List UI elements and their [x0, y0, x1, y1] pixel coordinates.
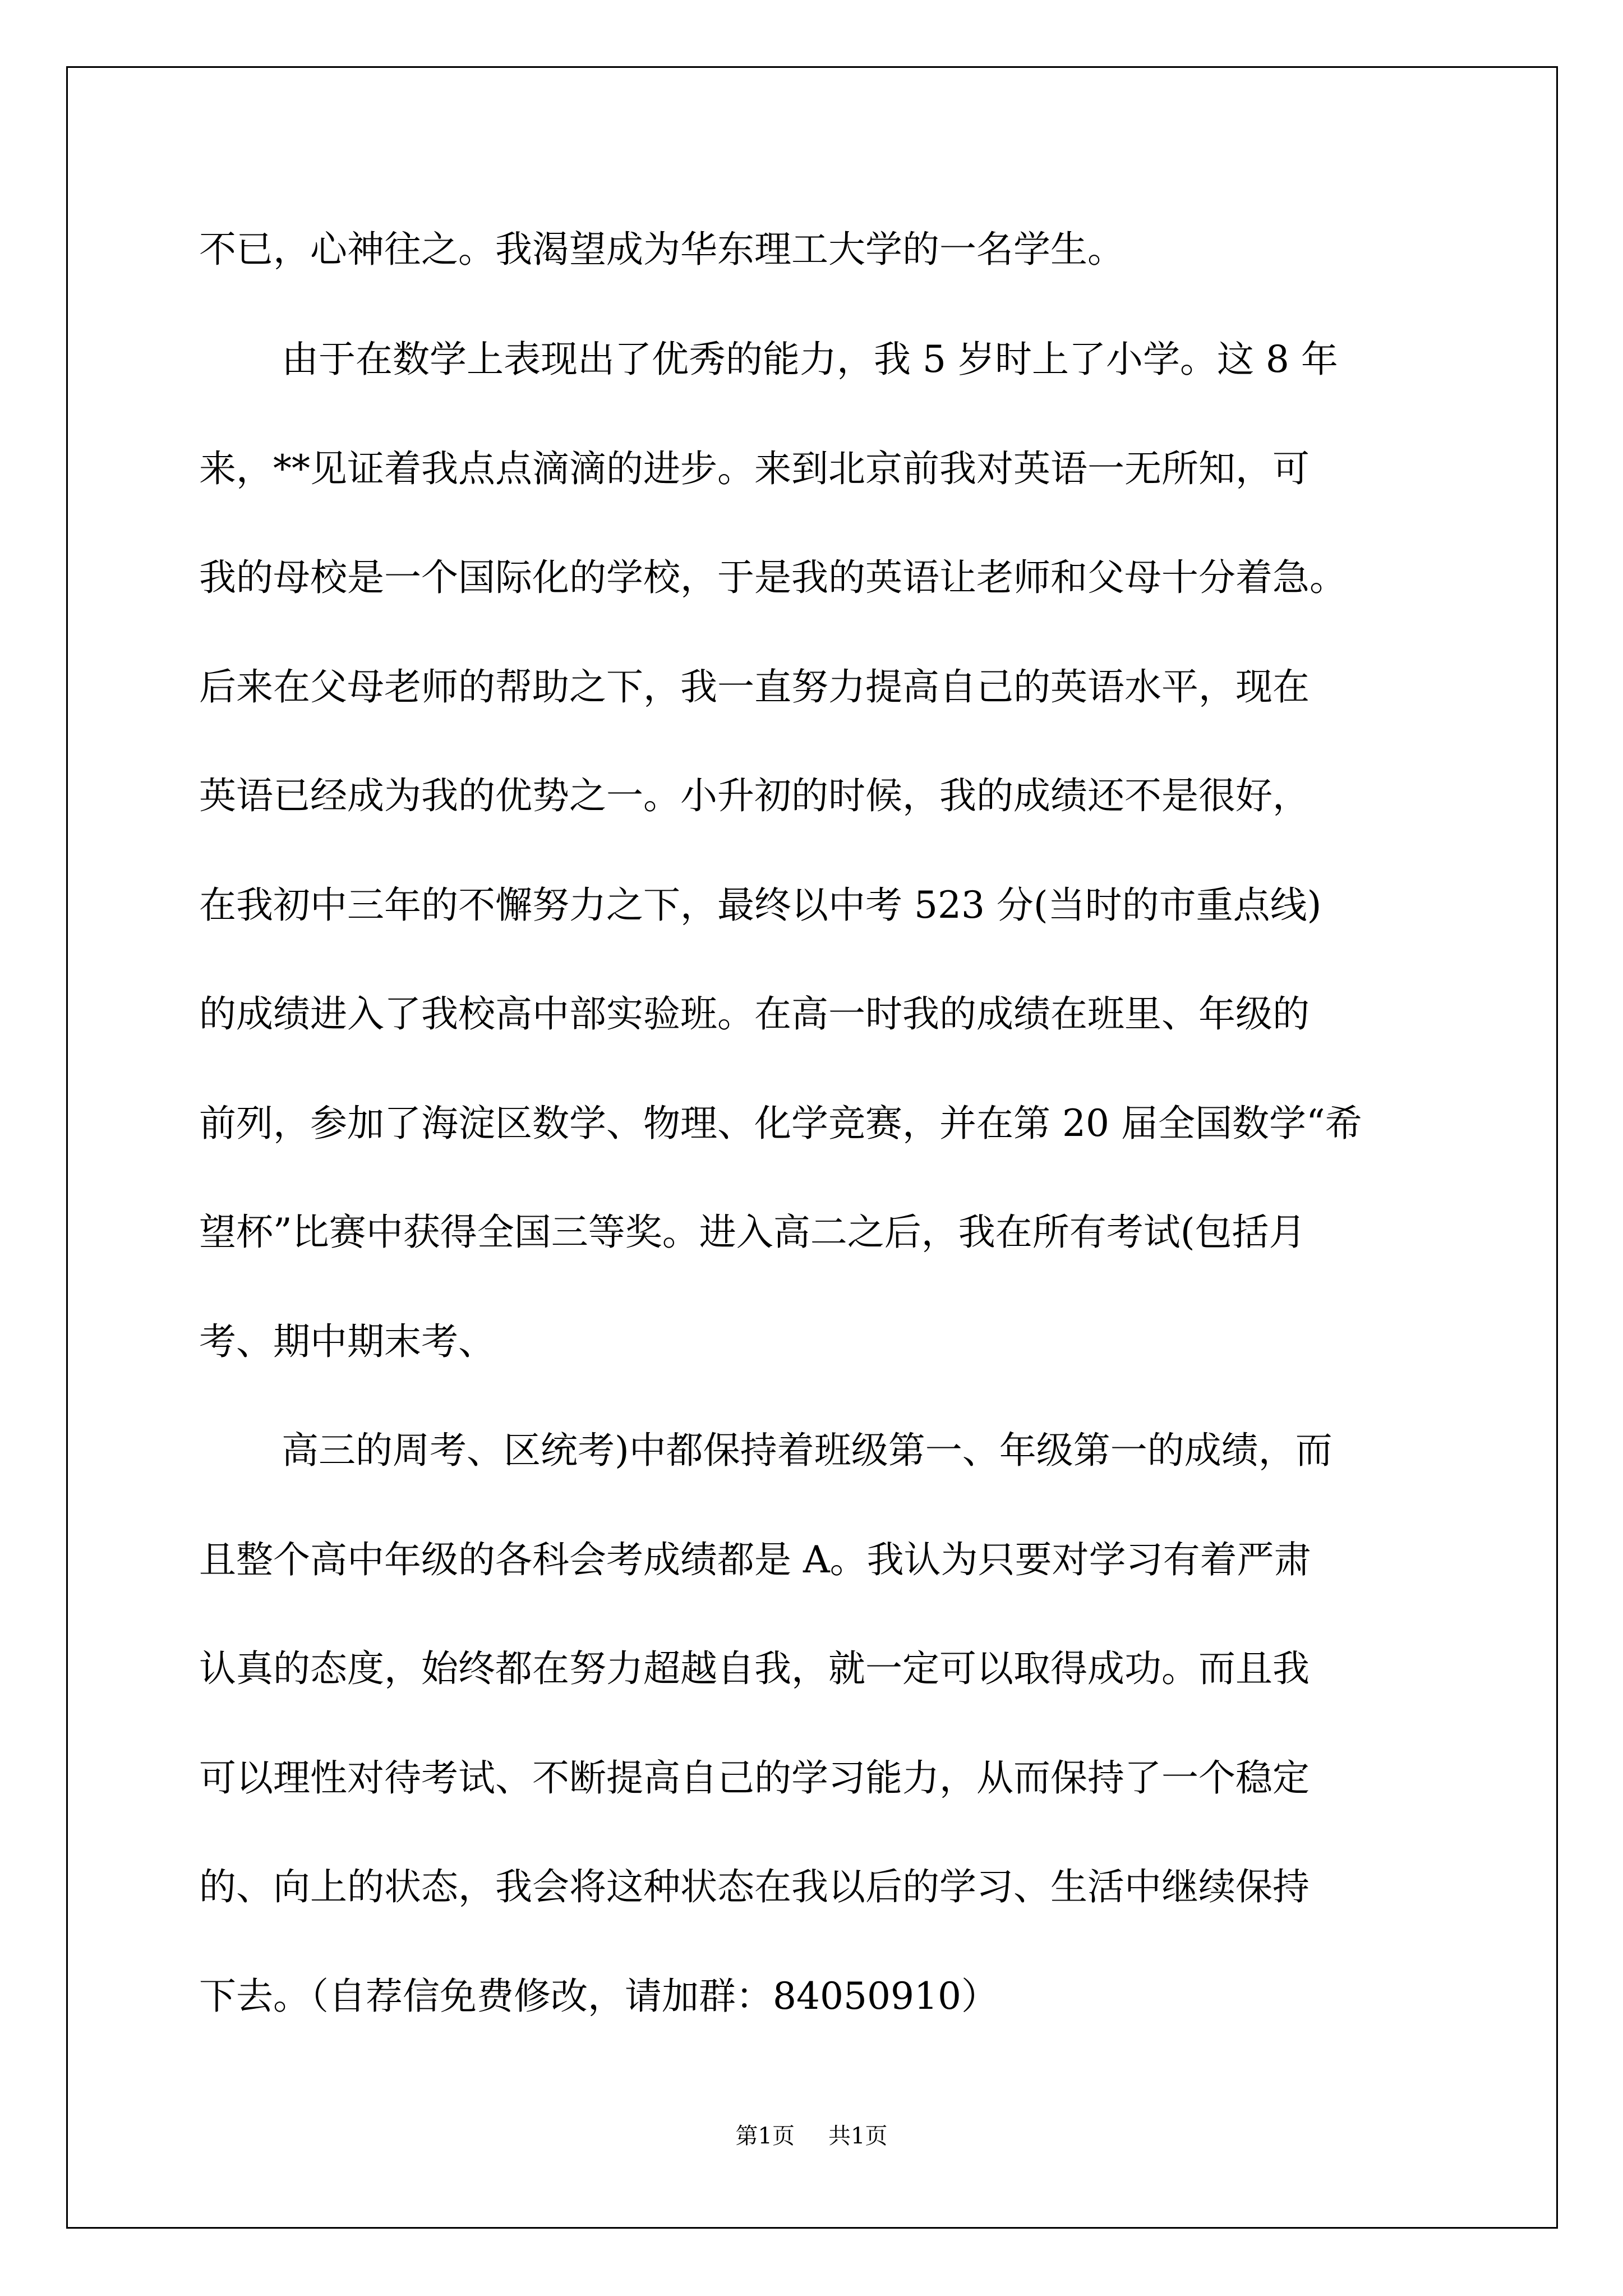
page-footer	[0, 2125, 1623, 2147]
paragraph-first-line: 由于在数学上表现出了优秀的能力，我 5 岁时上了小学。这 8 年	[282, 338, 1338, 381]
text-line: 前列，参加了海淀区数学、物理、化学竞赛，并在第 20 届全国数学“希	[199, 1102, 1362, 1145]
text-line: 望杯”比赛中获得全国三等奖。进入高二之后，我在所有考试(包括月	[199, 1211, 1306, 1254]
paragraph-first-line: 高三的周考、区统考)中都保持着班级第一、年级第一的成绩，而	[282, 1429, 1332, 1472]
text-line: 可以理性对待考试、不断提高自己的学习能力，从而保持了一个稳定	[199, 1756, 1310, 1800]
text-line: 英语已经成为我的优势之一。小升初的时候，我的成绩还不是很好，	[199, 774, 1310, 817]
text-line: 的、向上的状态，我会将这种状态在我以后的学习、生活中继续保持	[199, 1865, 1310, 1908]
text-line: 后来在父母老师的帮助之下，我一直努力提高自己的英语水平，现在	[199, 665, 1310, 708]
page-total: 共1页	[828, 2123, 888, 2149]
text-line: 不已，心神往之。我渴望成为华东理工大学的一名学生。	[199, 228, 1124, 271]
text-line: 我的母校是一个国际化的学校，于是我的英语让老师和父母十分着急。	[199, 556, 1347, 599]
text-line: 考、期中期末考、	[199, 1320, 495, 1363]
page-number: 第1页	[735, 2123, 795, 2149]
text-line: 的成绩进入了我校高中部实验班。在高一时我的成绩在班里、年级的	[199, 992, 1310, 1036]
text-line: 在我初中三年的不懈努力之下，最终以中考 523 分(当时的市重点线)	[199, 884, 1322, 927]
text-line: 认真的态度，始终都在努力超越自我，就一定可以取得成功。而且我	[199, 1647, 1310, 1690]
text-line: 来，**见证着我点点滴滴的进步。来到北京前我对英语一无所知，可	[199, 447, 1310, 490]
text-line: 下去。（自荐信免费修改，请加群：84050910）	[199, 1975, 998, 2018]
text-line: 且整个高中年级的各科会考成绩都是 A。我认为只要对学习有着严肃	[199, 1538, 1311, 1581]
